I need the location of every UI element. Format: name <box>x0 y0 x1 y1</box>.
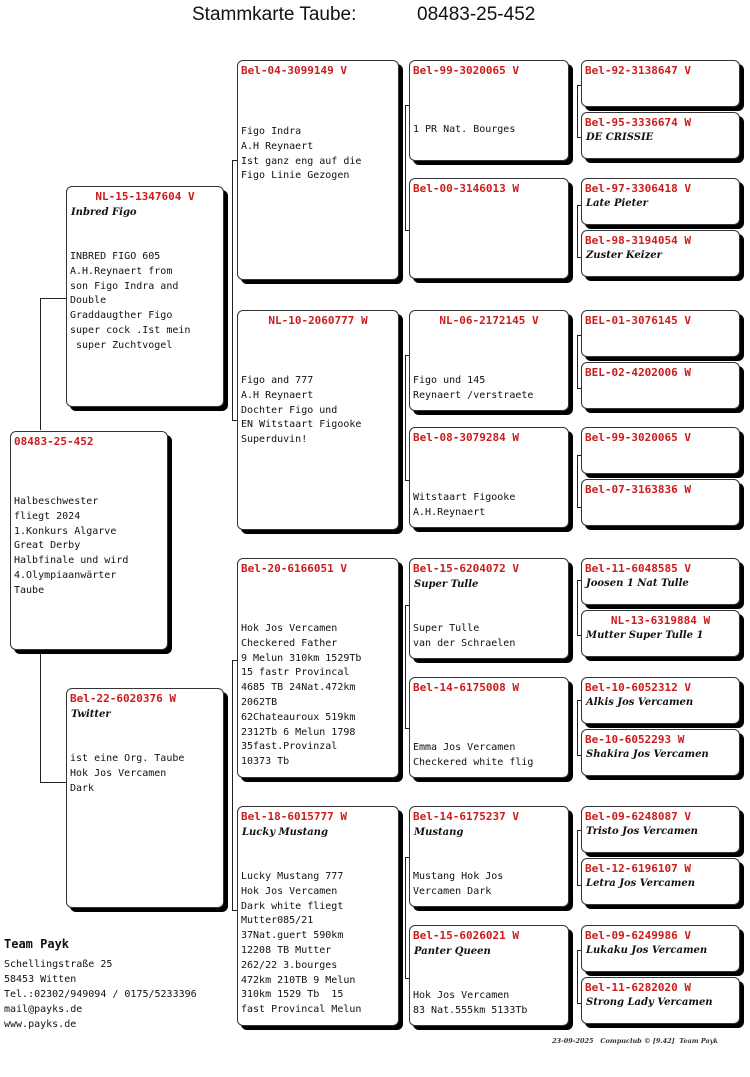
pigeon-notes: 1 PR Nat. Bourges <box>413 124 516 135</box>
great-grandparent-card[interactable] <box>409 925 569 1026</box>
ring-number: BEL-02-4202006 W <box>585 366 691 379</box>
pigeon-notes: Super Tulle van der Schraelen <box>413 623 516 649</box>
pigeon-name: Lukaku Jos Vercamen <box>586 945 708 956</box>
ring-number: Bel-15-6026021 W <box>413 929 519 942</box>
ancestor-card[interactable] <box>581 479 740 526</box>
title-label: Stammkarte Taube: <box>192 4 357 25</box>
great-grandparent-card[interactable] <box>409 178 569 279</box>
great-grandparent-card[interactable] <box>409 806 569 907</box>
ancestor-card[interactable] <box>581 977 740 1024</box>
connector-line <box>577 580 578 635</box>
grandparent-card[interactable] <box>237 310 399 530</box>
breeder-street: Schellingstraße 25 <box>4 959 113 970</box>
pigeon-notes: Hok Jos Vercamen Checkered Father 9 Melun 310km 1529Tb 15 fastr Provincal 4685 TB 24Nat.472km 2062TB 62Chateauroux 519km 2312Tb 6 Melun 1798 35fast.Provinzal 10373 Tb <box>241 623 362 768</box>
pigeon-name: Strong Lady Vercamen <box>586 997 713 1008</box>
great-grandparent-card[interactable] <box>409 310 569 411</box>
connector-line <box>40 298 41 430</box>
grandparent-card[interactable] <box>237 558 399 778</box>
pigeon-name: Letra Jos Vercamen <box>586 878 696 889</box>
pigeon-notes: Hok Jos Vercamen 83 Nat.555km 5133Tb <box>413 990 528 1016</box>
title-ring: 08483-25-452 <box>417 4 536 25</box>
pigeon-name: Mutter Super Tulle 1 <box>586 630 704 641</box>
great-grandparent-card[interactable] <box>409 60 569 161</box>
ring-number: Bel-99-3020065 V <box>585 431 691 444</box>
ring-number: Bel-22-6020376 W <box>70 692 176 705</box>
footer-stamp: 23-09-2025 Compuclub © [9.42] Team Payk <box>552 1037 719 1045</box>
pigeon-notes: Figo und 145 Reynaert /verstraete <box>413 375 534 401</box>
pigeon-notes: Lucky Mustang 777 Hok Jos Vercamen Dark white fliegt Mutter085/21 37Nat.guert 590km 12208 TB Mutter 262/22 3.bourges 472km 210TB 9 Melun 310km 1529 Tb 15 fast Provincal Melun <box>241 871 362 1016</box>
ring-number: Be-10-6052293 W <box>585 733 685 746</box>
pigeon-name: Tristo Jos Vercamen <box>586 826 698 837</box>
grandparent-card[interactable] <box>237 806 399 1026</box>
pigeon-notes: Figo Indra A.H Reynaert Ist ganz eng auf die Figo Linie Gezogen <box>241 126 362 182</box>
pigeon-name: Twitter <box>71 709 111 720</box>
pigeon-name: Inbred Figo <box>71 207 137 218</box>
ring-number: BEL-01-3076145 V <box>585 314 691 327</box>
ring-number: Bel-15-6204072 V <box>413 562 519 575</box>
ancestor-card[interactable] <box>581 362 740 409</box>
ancestor-card[interactable] <box>581 230 740 277</box>
pigeon-name: Late Pieter <box>586 198 648 209</box>
grandparent-card[interactable] <box>237 60 399 280</box>
connector-line <box>577 700 578 755</box>
ring-number: NL-15-1347604 V <box>95 190 195 203</box>
ring-number: NL-06-2172145 V <box>439 314 539 327</box>
connector-line <box>232 660 233 910</box>
ring-number: Bel-00-3146013 W <box>413 182 519 195</box>
pigeon-notes: Emma Jos Vercamen Checkered white flig <box>413 742 534 768</box>
ring-number: Bel-95-3336674 W <box>585 116 691 129</box>
breeder-name: Team Payk <box>4 937 70 951</box>
parent-card-sire[interactable] <box>66 186 224 407</box>
connector-line <box>577 205 578 257</box>
ring-number: Bel-11-6048585 V <box>585 562 691 575</box>
great-grandparent-card[interactable] <box>409 558 569 659</box>
pigeon-name: Mustang <box>414 827 464 838</box>
pigeon-notes: Witstaart Figooke A.H.Reynaert <box>413 492 516 518</box>
breeder-mail[interactable]: mail@payks.de <box>4 1004 83 1015</box>
pigeon-name: Joosen 1 Nat Tulle <box>586 578 689 589</box>
connector-line <box>40 652 41 782</box>
ancestor-card[interactable] <box>581 858 740 905</box>
pigeon-notes: INBRED FIGO 605 A.H.Reynaert from son Figo Indra and Double Graddaugther Figo super cock .Ist mein super Zuchtvogel <box>70 251 191 351</box>
great-grandparent-card[interactable] <box>409 677 569 778</box>
pigeon-name: Lucky Mustang <box>242 827 328 838</box>
ring-number: Bel-04-3099149 V <box>241 64 347 77</box>
connector-line <box>577 85 578 137</box>
ancestor-card[interactable] <box>581 178 740 225</box>
pigeon-notes: Halbeschwester fliegt 2024 1.Konkurs Algarve Great Derby Halbfinale und wird 4.Olympiaanwärter Taube <box>14 496 129 596</box>
ancestor-card[interactable] <box>581 806 740 853</box>
pigeon-name: Panter Queen <box>414 946 491 957</box>
ring-number: Bel-98-3194054 W <box>585 234 691 247</box>
ring-number: Bel-12-6196107 W <box>585 862 691 875</box>
pigeon-notes: Mustang Hok Jos Vercamen Dark <box>413 871 504 897</box>
ring-number: Bel-14-6175008 W <box>413 681 519 694</box>
pigeon-notes: Figo and 777 A.H Reynaert Dochter Figo und EN Witstaart Figooke Superduvin! <box>241 375 362 446</box>
ring-number: Bel-10-6052312 V <box>585 681 691 694</box>
connector-line <box>405 857 406 978</box>
ancestor-card[interactable] <box>581 112 740 159</box>
connector-line <box>577 830 578 885</box>
ancestor-card[interactable] <box>581 60 740 107</box>
ring-number: Bel-11-6282020 W <box>585 981 691 994</box>
breeder-phone: Tel.:02302/949094 / 0175/5233396 <box>4 989 197 1000</box>
ring-number: Bel-18-6015777 W <box>241 810 347 823</box>
ring-number: NL-13-6319884 W <box>610 614 711 627</box>
connector-line <box>577 950 578 1003</box>
ring-number: Bel-99-3020065 V <box>413 64 519 77</box>
breeder-web[interactable]: www.payks.de <box>4 1019 77 1030</box>
great-grandparent-card[interactable] <box>409 427 569 528</box>
connector-line <box>577 455 578 507</box>
ring-number: Bel-07-3163836 W <box>585 483 691 496</box>
pigeon-name: Zuster Keizer <box>586 250 662 261</box>
ring-number: Bel-09-6248087 V <box>585 810 691 823</box>
connector-line <box>577 335 578 388</box>
ancestor-card[interactable] <box>581 677 740 724</box>
ancestor-card[interactable] <box>581 610 740 657</box>
pigeon-name: DE CRISSIE <box>586 132 654 143</box>
pigeon-name: Super Tulle <box>414 579 479 590</box>
ring-number: NL-10-2060777 W <box>268 314 368 327</box>
connector-line <box>40 298 66 299</box>
ancestor-card[interactable] <box>581 310 740 357</box>
pigeon-notes: ist eine Org. Taube Hok Jos Vercamen Dark <box>70 753 185 794</box>
ring-number: 08483-25-452 <box>14 435 94 448</box>
ring-number: Bel-20-6166051 V <box>241 562 347 575</box>
pigeon-name: Alkis Jos Vercamen <box>586 697 694 708</box>
breeder-city: 58453 Witten <box>4 974 77 985</box>
connector-line <box>405 105 406 230</box>
ring-number: Bel-92-3138647 V <box>585 64 691 77</box>
pigeon-name: Shakira Jos Vercamen <box>586 749 709 760</box>
connector-line <box>405 355 406 480</box>
ancestor-card[interactable] <box>581 729 740 776</box>
connector-line <box>232 160 233 420</box>
connector-line <box>405 605 406 728</box>
subject-card[interactable] <box>10 431 168 650</box>
ancestor-card[interactable] <box>581 925 740 972</box>
page-title <box>0 4 750 30</box>
ring-number: Bel-08-3079284 W <box>413 431 519 444</box>
connector-line <box>40 782 66 783</box>
parent-card-dam[interactable] <box>66 688 224 908</box>
ancestor-card[interactable] <box>581 427 740 474</box>
ring-number: Bel-97-3306418 V <box>585 182 691 195</box>
ring-number: Bel-14-6175237 V <box>413 810 519 823</box>
ancestor-card[interactable] <box>581 558 740 605</box>
ring-number: Bel-09-6249986 V <box>585 929 691 942</box>
